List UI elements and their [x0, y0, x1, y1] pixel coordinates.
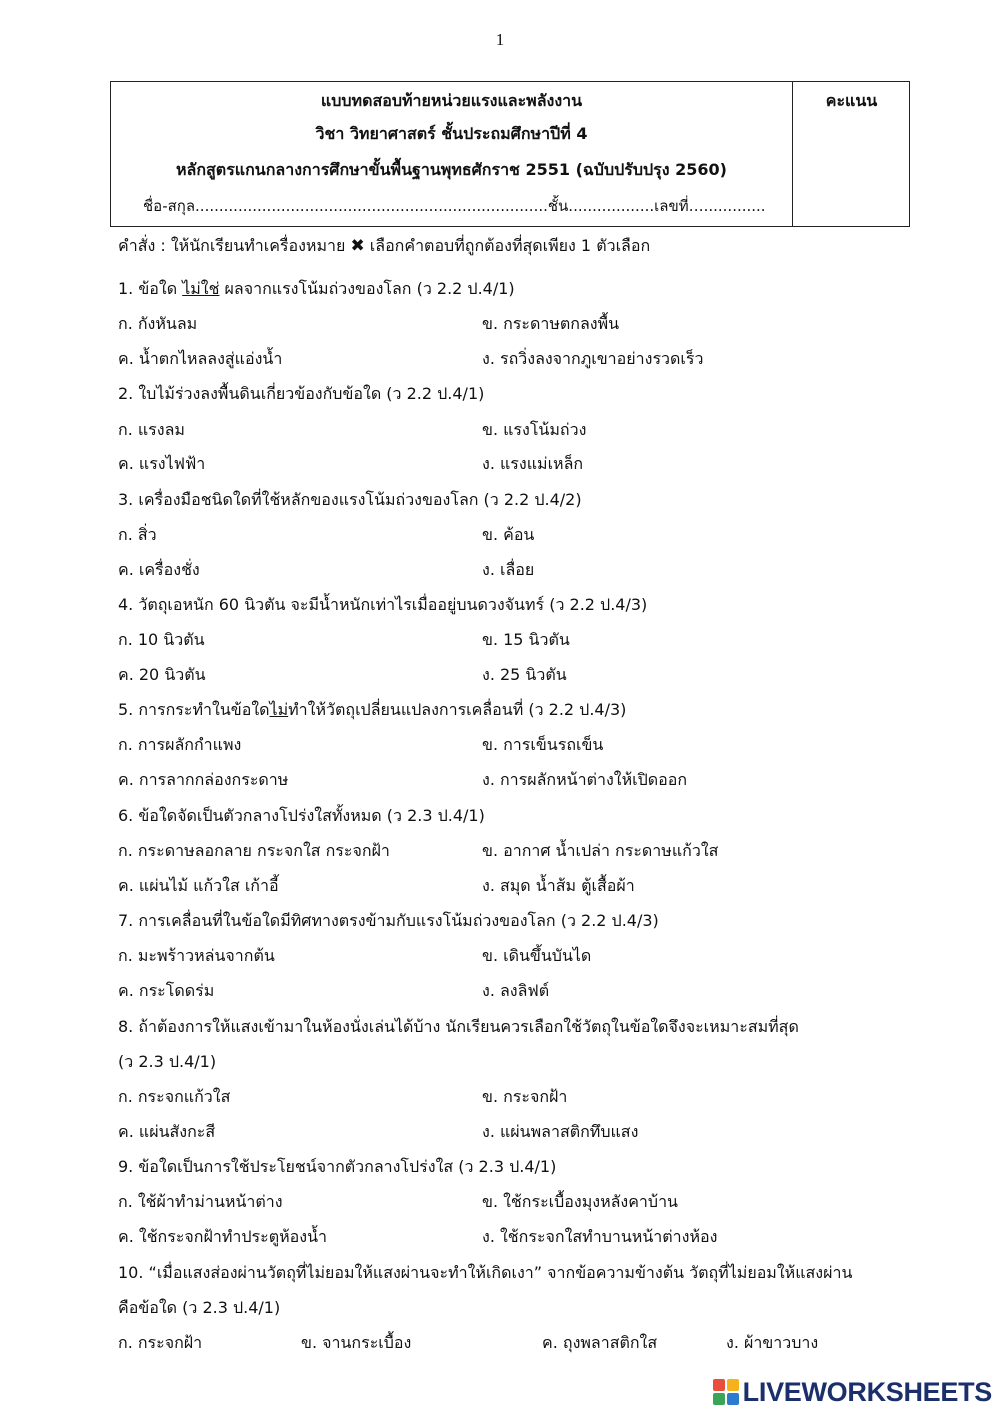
q4-option-a[interactable]: ก. 10 นิวตัน — [118, 630, 205, 649]
q7-option-d[interactable]: ง. ลงลิฟต์ — [482, 981, 550, 1000]
liveworksheets-brand-text: LIVEWORKSHEETS — [742, 1376, 992, 1407]
liveworksheets-logo-icon — [713, 1379, 739, 1405]
question-5-text-rest: ทำให้วัตถุเปลี่ยนแปลงการเคลื่อนที่ (ว 2.2 ป.4/3) — [288, 700, 627, 719]
q9-option-a[interactable]: ก. ใช้ผ้าทำม่านหน้าต่าง — [118, 1192, 283, 1211]
logo-square-1 — [713, 1379, 725, 1391]
question-10: 10. “เมื่อแสงส่องผ่านวัตถุที่ไม่ยอมให้แสงผ่านจะทำให้เกิดเงา” จากข้อความข้างต้น วัตถุที่ไม่ยอมให้แสงผ่าน — [118, 1263, 853, 1282]
q9-option-c[interactable]: ค. ใช้กระจกฝ้าทำประตูห้องน้ำ — [118, 1227, 327, 1246]
question-2: 2. ใบไม้ร่วงลงพื้นดินเกี่ยวข้องกับข้อใด (ว 2.2 ป.4/1) — [118, 384, 485, 403]
instruction-text-before: คำสั่ง : ให้นักเรียนทำเครื่องหมาย — [118, 236, 351, 255]
page-number: 1 — [495, 30, 505, 49]
question-4: 4. วัตถุเอหนัก 60 นิวตัน จะมีน้ำหนักเท่าไรเมื่ออยู่บนดวงจันทร์ (ว 2.2 ป.4/3) — [118, 595, 648, 614]
q6-option-c[interactable]: ค. แผ่นไม้ แก้วใส เก้าอี้ — [118, 876, 279, 895]
header-title-cell — [111, 82, 793, 226]
question-1-emphasis: ไม่ใช่ — [182, 279, 220, 298]
q8-option-b[interactable]: ข. กระจกฝ้า — [482, 1087, 568, 1106]
score-label: คะแนน — [825, 91, 878, 110]
logo-square-2 — [727, 1379, 739, 1391]
question-9: 9. ข้อใดเป็นการใช้ประโยชน์จากตัวกลางโปร่งใส (ว 2.3 ป.4/1) — [118, 1157, 557, 1176]
q8-option-d[interactable]: ง. แผ่นพลาสติกทึบแสง — [482, 1122, 639, 1141]
header-box — [110, 81, 910, 227]
q6-option-a[interactable]: ก. กระดาษลอกลาย กระจกใส กระจกฝ้า — [118, 841, 390, 860]
curriculum-line: หลักสูตรแกนกลางการศึกษาขั้นพื้นฐานพุทธศักราช 2551 (ฉบับปรับปรุง 2560) — [176, 160, 727, 179]
q1-option-b[interactable]: ข. กระดาษตกลงพื้น — [482, 314, 620, 333]
q5-option-d[interactable]: ง. การผลักหน้าต่างให้เปิดออก — [482, 770, 688, 789]
q5-option-c[interactable]: ค. การลากกล่องกระดาษ — [118, 770, 289, 789]
question-5-text: 5. การกระทำในข้อใด — [118, 700, 270, 719]
question-1 — [118, 277, 515, 302]
instruction-text-after: เลือกคำตอบที่ถูกต้องที่สุดเพียง 1 ตัวเลือก — [364, 236, 651, 255]
q3-option-c[interactable]: ค. เครื่องชั่ง — [118, 560, 200, 579]
question-1-text: 1. ข้อใด — [118, 279, 183, 298]
logo-square-3 — [713, 1393, 725, 1405]
q7-option-c[interactable]: ค. กระโดดร่ม — [118, 981, 215, 1000]
q2-option-d[interactable]: ง. แรงแม่เหล็ก — [482, 454, 584, 473]
instruction — [118, 234, 650, 259]
q6-option-b[interactable]: ข. อากาศ น้ำเปล่า กระดาษแก้วใส — [482, 841, 719, 860]
q4-option-b[interactable]: ข. 15 นิวตัน — [482, 630, 570, 649]
q8-option-c[interactable]: ค. แผ่นสังกะสี — [118, 1122, 216, 1141]
q6-option-d[interactable]: ง. สมุด น้ำส้ม ตู้เสื้อผ้า — [482, 876, 635, 895]
q7-option-b[interactable]: ข. เดินขึ้นบันได — [482, 946, 592, 965]
question-5 — [118, 698, 626, 723]
test-title: แบบทดสอบท้ายหน่วยแรงและพลังงาน — [320, 91, 583, 110]
q1-option-a[interactable]: ก. กังหันลม — [118, 314, 198, 333]
q5-option-a[interactable]: ก. การผลักกำแพง — [118, 735, 242, 754]
q5-option-b[interactable]: ข. การเข็นรถเข็น — [482, 735, 604, 754]
q2-option-a[interactable]: ก. แรงลม — [118, 420, 185, 439]
question-8: 8. ถ้าต้องการให้แสงเข้ามาในห้องนั่งเล่นได้บ้าง นักเรียนควรเลือกใช้วัตถุในข้อใดจึงจะเหมาะสมที่สุด — [118, 1017, 799, 1036]
q10-option-d[interactable]: ง. ผ้าขาวบาง — [726, 1333, 819, 1352]
student-info-line: ชื่อ-สกุล..........................................................................ชั้น..................เลขที่…............. — [143, 197, 766, 215]
q9-option-d[interactable]: ง. ใช้กระจกใสทำบานหน้าต่างห้อง — [482, 1227, 718, 1246]
logo-square-4 — [727, 1393, 739, 1405]
q9-option-b[interactable]: ข. ใช้กระเบื้องมุงหลังคาบ้าน — [482, 1192, 678, 1211]
question-8-continued: (ว 2.3 ป.4/1) — [118, 1052, 217, 1071]
q2-option-b[interactable]: ข. แรงโน้มถ่วง — [482, 420, 587, 439]
liveworksheets-logo[interactable] — [713, 1375, 992, 1409]
q7-option-a[interactable]: ก. มะพร้าวหล่นจากต้น — [118, 946, 275, 965]
q10-option-b[interactable]: ข. จานกระเบื้อง — [301, 1333, 412, 1352]
q1-option-d[interactable]: ง. รถวิ่งลงจากภูเขาอย่างรวดเร็ว — [482, 349, 704, 368]
q2-option-c[interactable]: ค. แรงไฟฟ้า — [118, 454, 206, 473]
q4-option-d[interactable]: ง. 25 นิวตัน — [482, 665, 567, 684]
q8-option-a[interactable]: ก. กระจกแก้วใส — [118, 1087, 231, 1106]
q1-option-c[interactable]: ค. น้ำตกไหลลงสู่แอ่งน้ำ — [118, 349, 283, 368]
question-1-text-rest: ผลจากแรงโน้มถ่วงของโลก (ว 2.2 ป.4/1) — [219, 279, 515, 298]
question-3: 3. เครื่องมือชนิดใดที่ใช้หลักของแรงโน้มถ่วงของโลก (ว 2.2 ป.4/2) — [118, 490, 582, 509]
q4-option-c[interactable]: ค. 20 นิวตัน — [118, 665, 206, 684]
q10-option-c[interactable]: ค. ถุงพลาสติกใส — [542, 1333, 658, 1352]
question-10-continued: คือข้อใด (ว 2.3 ป.4/1) — [118, 1298, 281, 1317]
cross-mark-icon: ✖ — [350, 236, 365, 256]
question-5-emphasis: ไม่ — [269, 700, 289, 719]
q3-option-a[interactable]: ก. สิ่ว — [118, 525, 157, 544]
q3-option-b[interactable]: ข. ค้อน — [482, 525, 535, 544]
question-6: 6. ข้อใดจัดเป็นตัวกลางโปร่งใสทั้งหมด (ว 2.3 ป.4/1) — [118, 806, 485, 825]
q3-option-d[interactable]: ง. เลื่อย — [482, 560, 535, 579]
subject-line: วิชา วิทยาศาสตร์ ชั้นประถมศึกษาปีที่ 4 — [315, 124, 588, 143]
question-7: 7. การเคลื่อนที่ในข้อใดมีทิศทางตรงข้ามกับแรงโน้มถ่วงของโลก (ว 2.2 ป.4/3) — [118, 911, 659, 930]
q10-option-a[interactable]: ก. กระจกฝ้า — [118, 1333, 203, 1352]
